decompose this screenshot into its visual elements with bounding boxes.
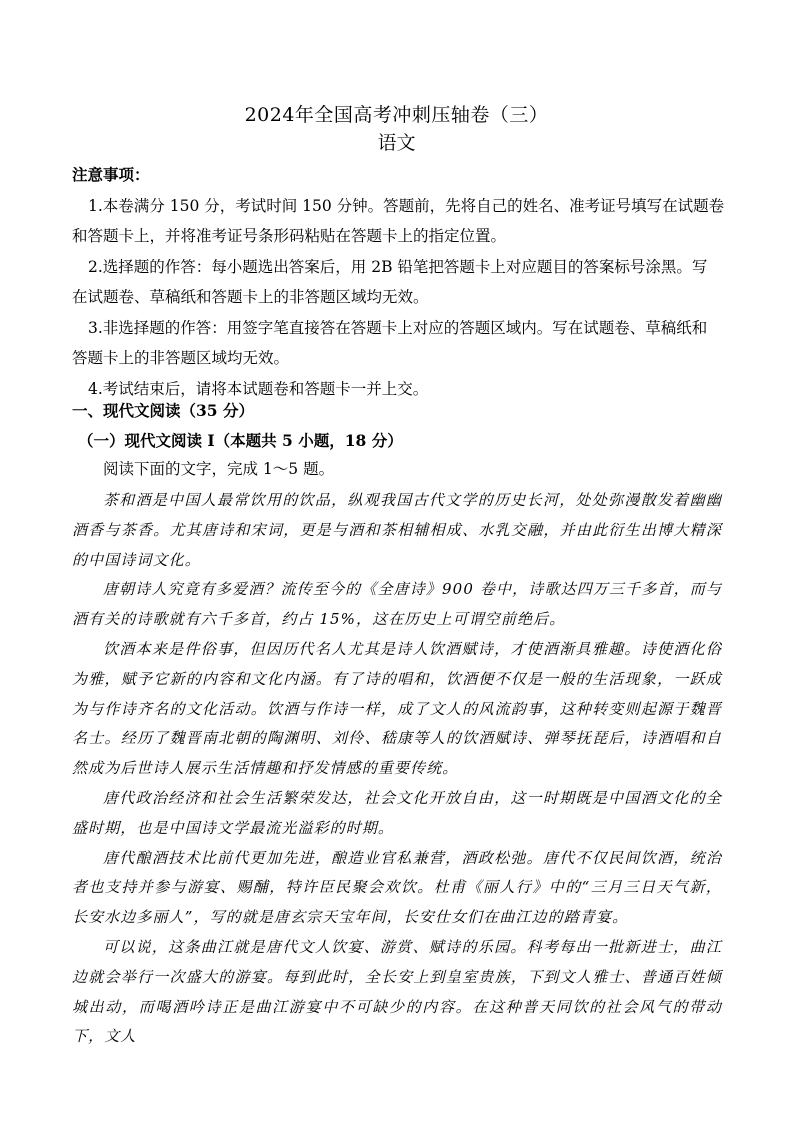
notice-item-3-line-1: 3.非选择题的作答：用签字笔直接答在答题卡上对应的答题区域内。写在试题卷、草稿纸和 [88,318,708,337]
section-heading: 一、现代文阅读（35 分） [72,401,254,420]
passage-paragraph: 茶和酒是中国人最常饮用的饮品，纵观我国古代文学的历史长河，处处弥漫散发着幽幽酒香与茶香。尤其唐诗和宋词，更是与酒和茶相辅相成、水乳交融，并由此衍生出博大精深的中国诗词文化。 [72,491,722,569]
passage-paragraph: 可以说，这条曲江就是唐代文人饮宴、游赏、赋诗的乐园。科考每出一批新进士，曲江边就会举行一次盛大的游宴。每到此时，全长安上到皇室贵族，下到文人雅士、普通百姓倾城出动，而喝酒吟诗正是曲江游宴中不可缺少的内容。在这种普天同饮的社会风气的带动下，文人 [72,937,722,1046]
section-one [72,396,722,485]
passage-paragraph: 唐代酿酒技术比前代更加先进，酿造业官私兼营，酒政松弛。唐代不仅民间饮酒，统治者也支持并参与游宴、赐酺，特许臣民聚会欢饮。杜甫《丽人行》中的“三月三日天气新，长安水边多丽人”，写的就是唐玄宗天宝年间，长安仕女们在曲江边的踏青宴。 [72,848,722,927]
notice-item-1-line-1: 1.本卷满分 150 分，考试时间 150 分钟。答题前，先将自己的姓名、准考证号填写在试题卷 [88,196,725,215]
reading-passage [72,486,722,1052]
notice-item-2-line-1: 2.选择题的作答：每小题选出答案后，用 2B 铅笔把答题卡上对应题目的答案标号涂黑。写 [88,257,708,276]
section-sub-heading: （一）现代文阅读 I（本题共 5 小题，18 分） [78,430,403,450]
notice-item-2-line-2: 在试题卷、草稿纸和答题卡上的非答题区域均无效。 [72,288,429,306]
notice-item-1-line-2: 和答题卡上，并将准考证号条形码粘贴在答题卡上的指定位置。 [72,227,507,245]
notice-item-4-line-1: 4.考试结束后，请将本试题卷和答题卡一并上交。 [88,379,429,398]
exam-title: 2024年全国高考冲刺压轴卷（三） [244,104,549,126]
subject-title: 语文 [377,132,416,154]
notice-section [72,160,725,404]
notice-item-3-line-2: 答题卡上的非答题区域均无效。 [72,349,290,367]
passage-paragraph: 饮酒本来是件俗事，但因历代名人尤其是诗人饮酒赋诗，才使酒渐具雅趣。诗使酒化俗为雅，赋予它新的内容和文化内涵。有了诗的唱和，饮酒便不仅是一般的生活现象，一跃成为与作诗齐名的文化活动。饮酒与作诗一样，成了文人的风流韵事，这种转变则起源于魏晋名士。经历了魏晋南北朝的陶渊明、刘伶、嵇康等人的饮酒赋诗、弹琴抚琵后，诗酒唱和自然成为后世诗人展示生活情趣和抒发情感的重要传统。 [72,639,722,778]
passage-paragraph: 唐代政治经济和社会生活繁荣发达，社会文化开放自由，这一时期既是中国酒文化的全盛时期，也是中国诗文学最流光溢彩的时期。 [72,788,722,837]
notice-heading: 注意事项： [72,165,150,184]
passage-paragraph: 唐朝诗人究竟有多爱酒？流传至今的《全唐诗》900 卷中，诗歌达四万三千多首，而与酒有关的诗歌就有六千多首，约占 15%，这在历史上可谓空前绝后。 [72,580,722,629]
reading-instruction: 阅读下面的文字，完成 1～5 题。 [103,460,335,478]
